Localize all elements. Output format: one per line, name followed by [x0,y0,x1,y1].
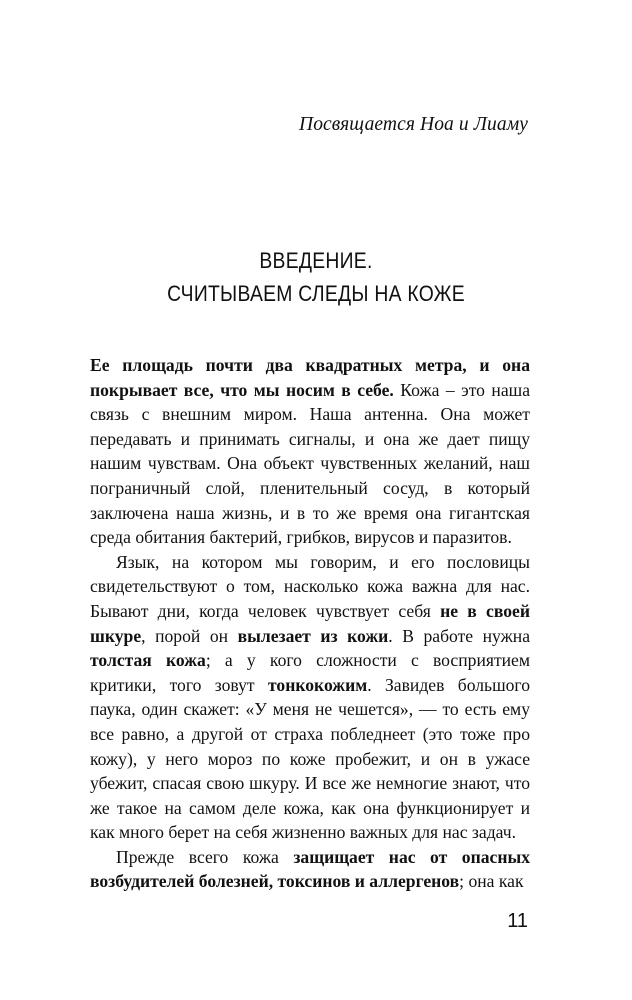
paragraph-2-text-4: ; а у кого сложности с восприятием критики, того зовут [90,650,530,695]
paragraph-2-text-1: Язык, на котором мы говорим, и его пословицы свидетельствуют о том, насколько кожа важна для нас. Бывают дни, когда человек чувствует себя [90,551,530,621]
idiom-thick-skin: толстая кожа [90,650,206,671]
dedication: Посвящается Ноа и Лиаму [299,114,528,135]
paragraph-1-text: Кожа – это наша связь с внешним миром. Наша антенна. Она может передавать и принимать сигналы, и она же дает пищу нашим чувствам. Она объект чувственных желаний, наш пограничный слой, пленительный сосуд, в который заключена наша жизнь, и в то же время она гигантская среда обитания бактерий, грибков, вирусов и паразитов. [90,379,531,548]
page-number: 11 [507,910,528,932]
paragraph-3-text-2: ; она как [459,871,524,892]
chapter-title-line-1: ВВЕДЕНИЕ. [259,248,373,273]
chapter-title-line-2: СЧИТЫВАЕМ СЛЕДЫ НА КОЖЕ [167,281,465,306]
idiom-not-in-own-skin: не в своей шкуре [90,600,530,646]
paragraph-3-bold: защищает нас от опасных возбудителей болезней, токсинов и аллергенов [90,846,530,892]
idiom-thin-skinned: тонкокожим [268,674,368,695]
paragraph-2-text-5: . Завидев большого паука, один скажет: «У меня не чешется», — то есть ему все равно, а другой от страха побледнеет (это тоже про кожу), у него мороз по коже пробежит, и он в ужасе убежит, спасая свою шкуру. И все же немногие знают, что же такое на самом деле кожа, как она функционирует и как много берет на себя жизненно важных для нас задач. [90,674,530,843]
paragraph-2-text-3: . В работе нужна [388,625,531,646]
paragraph-2 [90,550,530,845]
paragraph-3 [90,845,530,894]
paragraph-1-bold-intro: Ее площадь почти два квадратных метра, и она покрывает все, что мы носим в себе. [90,355,530,400]
chapter-title [0,244,632,310]
idiom-out-of-skin: вылезает из кожи [237,625,389,646]
paragraph-1 [90,353,530,550]
body-text [90,353,530,894]
paragraph-2-text-2: , порой он [141,625,238,646]
paragraph-3-text-1: Прежде всего кожа [116,846,294,867]
